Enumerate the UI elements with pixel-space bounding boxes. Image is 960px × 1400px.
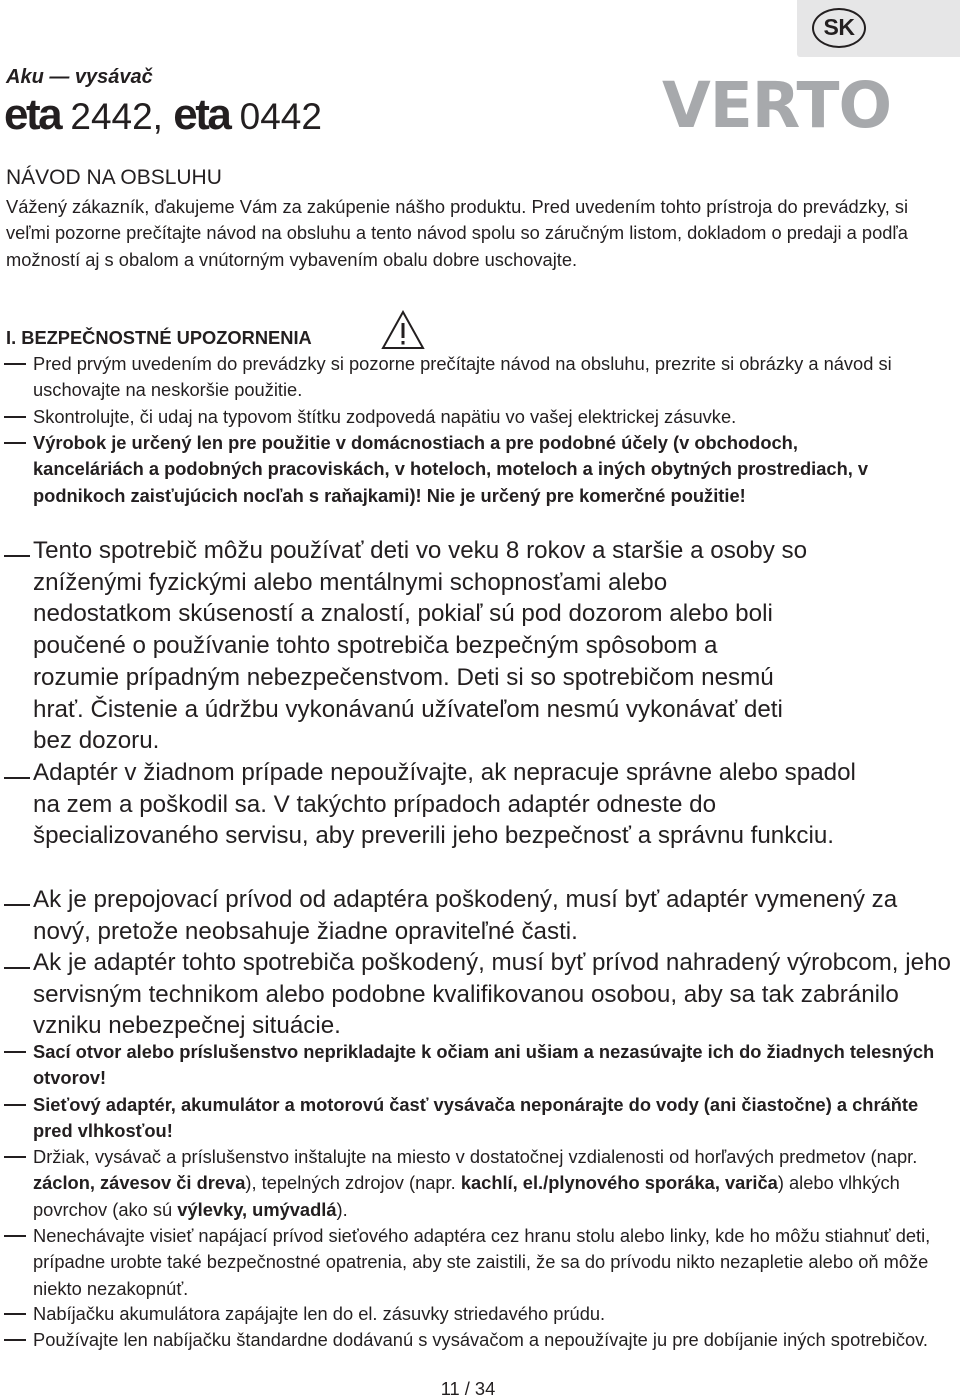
bullet-dash (4, 1104, 26, 1106)
bullet-dash (4, 1051, 26, 1053)
safety-item-text: Sieťový adaptér, akumulátor a motorovú časť vysávača neponárajte do vody (ani čiastočne) a chráňte pred vlhkosťou! (33, 1094, 919, 1142)
safety-item-text: Ak je prepojovací prívod od adaptéra poškodený, musí byť adaptér vymenený za nový, pretože neobsahuje žiadne opraviteľné časti. (33, 886, 898, 945)
bullet-dash (4, 777, 30, 779)
bullet-dash (4, 416, 26, 418)
safety-item (0, 947, 956, 1042)
bullet-dash (4, 904, 30, 906)
page-number: 11 / 34 (440, 1378, 496, 1399)
bullet-dash (4, 363, 26, 365)
safety-item-text: Ak je adaptér tohto spotrebiča poškodený, musí byť prívod nahradený výrobcom, jeho servisným technikom alebo podobne kvalifikovanou osobou, aby sa tak zabránilo vzniku nebezpečnej situácie. (33, 949, 951, 1040)
bullet-dash (4, 555, 30, 557)
bullet-dash (4, 1235, 26, 1237)
safety-item (0, 884, 956, 947)
safety-item (0, 1092, 956, 1145)
safety-item-text: Nabíjačku akumulátora zapájajte len do el. zásuvky striedavého prúdu. (33, 1303, 606, 1324)
safety-item-text: Skontrolujte, či udaj na typovom štítku zodpovedá napätiu vo vašej elektrickej zásuvke. (33, 406, 737, 427)
safety-item-text: Držiak, vysávač a príslušenstvo inštalujte na miesto v dostatočnej vzdialenosti od horľavých predmetov (napr. záclon, závesov či dreva), tepelných zdrojov (napr. kachlí, el./plynového sporáka, variča) alebo vlhkých povrchov (ako sú výlevky, umývadlá). (33, 1146, 918, 1220)
language-badge: SK (812, 8, 866, 48)
warning-triangle-icon (381, 310, 425, 350)
safety-item-text: Pred prvým uvedením do prevádzky si pozorne prečítajte návod na obsluhu, prezrite si obrázky a návod si uschovajte na neskoršie použitie. (33, 353, 892, 401)
safety-item (0, 1144, 956, 1223)
safety-item-text: Sací otvor alebo príslušenstvo neprikladajte k očiam ani ušiam a nezasúvajte ich do žiadnych telesných otvorov! (33, 1041, 935, 1089)
model-1-number: 2442, (60, 96, 174, 137)
product-type: Aku — vysávač (6, 66, 153, 88)
safety-item-text: Adaptér v žiadnom prípade nepoužívajte, ak nepracuje správne alebo spadol na zem a poškodil sa. V takýchto prípadoch adaptér odneste do špecializovaného servisu, aby preverili jeho bezpečnosť a správnu funkciu. (33, 759, 856, 850)
safety-item (0, 1039, 956, 1092)
model-2-number: 0442 (229, 96, 322, 137)
safety-item (0, 535, 956, 757)
safety-item (0, 430, 956, 509)
intro-paragraph: Vážený zákazník, ďakujeme Vám za zakúpenie nášho produktu. Pred uvedením tohto prístroja do prevádzky, si veľmi pozorne prečítajte návod na obsluhu a tento návod spolu so záručným listom, dokladom o predaji a podľa možností aj s obalom a vnútorným vybavením obalu dobre uschovajte. (6, 196, 909, 270)
bullet-dash (4, 1156, 26, 1158)
safety-item (0, 404, 956, 430)
brand-logo: VERTO (662, 69, 892, 142)
safety-item-text: Tento spotrebič môžu používať deti vo veku 8 rokov a staršie a osoby so zníženými fyzickými alebo mentálnymi schopnosťami alebo nedostatkom skúseností a znalostí, pokiaľ sú pod dozorom alebo boli poučené o používanie tohto spotrebiča bezpečným spôsobom a rozumie prípadným nebezpečenstvom. Deti si so spotrebičom nesmú hrať. Čistenie a údržbu vykonávanú užívateľom nesmú vykonávať deti bez dozoru. (33, 537, 808, 755)
safety-item (0, 1301, 956, 1327)
safety-item-text: Nenechávajte visieť napájací prívod sieťového adaptéra cez hranu stolu alebo linky, kde ho môžu stiahnuť deti, prípadne urobte také bezpečnostné opatrenia, aby ste zaistili, že sa do prívodu nikto nezapletie alebo oň môže niekto nezakopnúť. (33, 1225, 931, 1299)
model-numbers (4, 92, 322, 140)
bullet-dash (4, 967, 30, 969)
safety-item (0, 757, 956, 852)
manual-title: NÁVOD NA OBSLUHU (6, 166, 222, 189)
safety-item (0, 1223, 956, 1302)
safety-item (0, 1327, 956, 1353)
bullet-dash (4, 1339, 26, 1341)
bullet-dash (4, 442, 26, 444)
model-1-name: eta (4, 90, 61, 139)
bullet-dash (4, 1313, 26, 1315)
model-2-name: eta (173, 90, 230, 139)
section-heading: I. BEZPEČNOSTNÉ UPOZORNENIA (6, 327, 312, 348)
safety-item-text: Používajte len nabíjačku štandardne dodávanú s vysávačom a nepoužívajte ju pre dobíjanie iných spotrebičov. (33, 1329, 928, 1350)
safety-item-text: Výrobok je určený len pre použitie v domácnostiach a pre podobné účely (v obchodoch, kanceláriách a podobných pracoviskách, v hoteloch, moteloch a iných obytných prostrediach, v podnikoch zaisťujúcich nocľah s raňajkami)! Nie je určený pre komerčné použitie! (33, 432, 869, 506)
safety-item (0, 351, 956, 404)
